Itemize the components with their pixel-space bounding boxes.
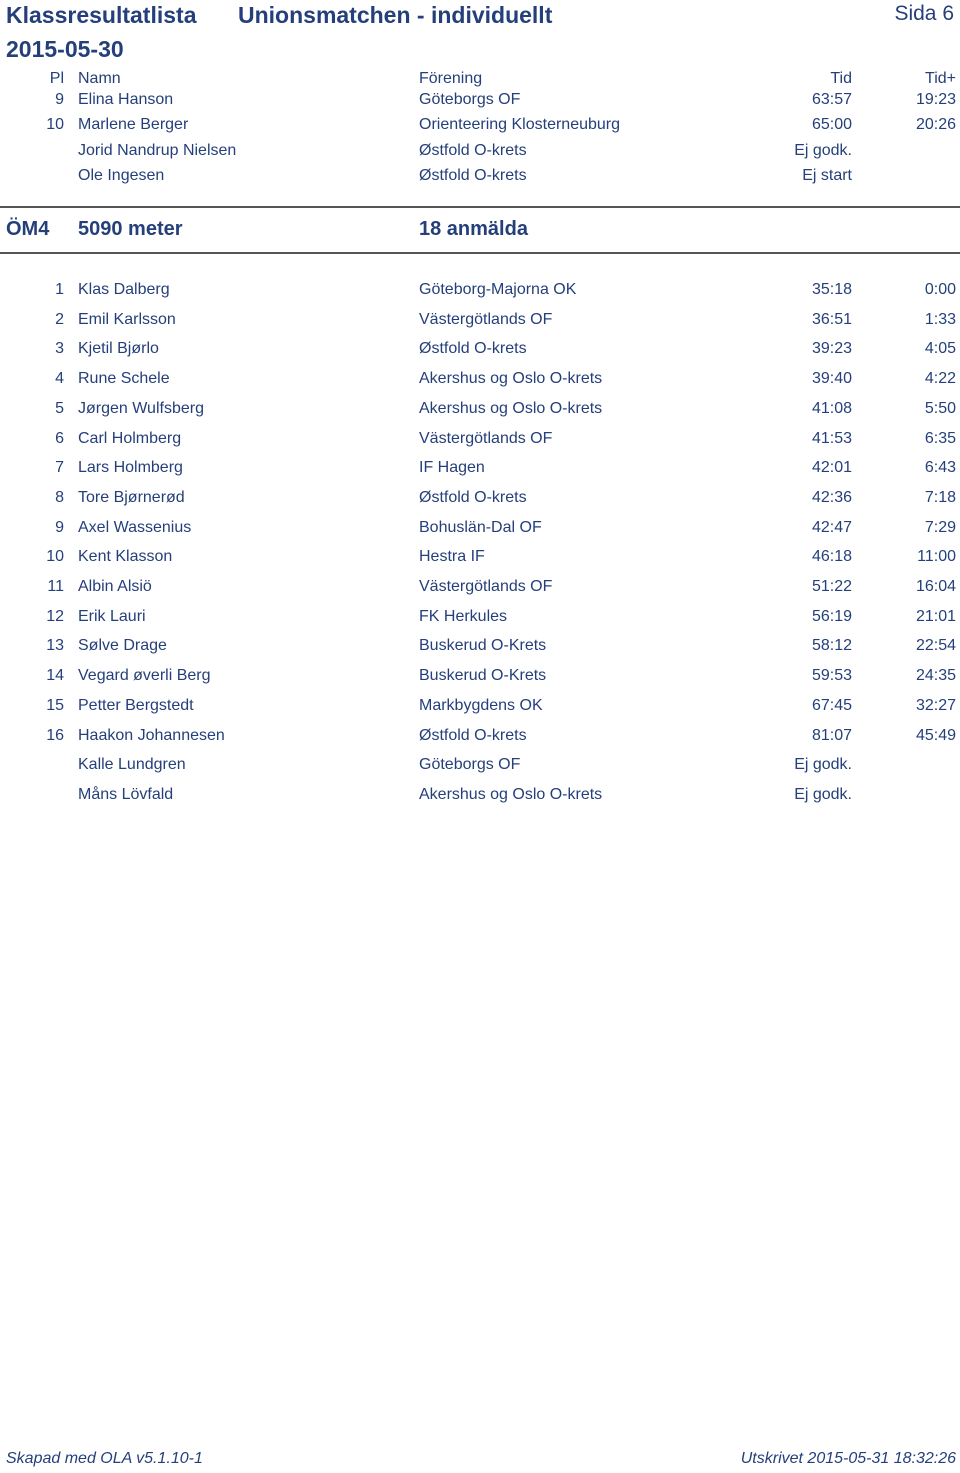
result-row — [0, 116, 960, 138]
placement: 4 — [55, 370, 64, 388]
result-row — [0, 727, 960, 749]
placement: 3 — [55, 340, 64, 358]
runner-name: Jorid Nandrup Nielsen — [78, 141, 237, 159]
runner-name: Albin Alsiö — [78, 578, 152, 595]
club-name: Østfold O-krets — [419, 141, 527, 159]
time-behind: 16:04 — [915, 578, 956, 595]
time-behind: 22:54 — [915, 637, 956, 655]
column-header-time-plus: Tid+ — [925, 70, 956, 87]
club-name: FK Herkules — [419, 607, 508, 625]
runner-name: Klas Dalberg — [78, 281, 170, 298]
club-name: Buskerud O-Krets — [419, 637, 547, 655]
finish-time: 59:53 — [811, 667, 852, 685]
event-date: 2015-05-30 — [6, 36, 124, 62]
placement: 9 — [55, 518, 64, 536]
finish-time: 35:18 — [811, 281, 852, 298]
finish-time: Ej godk. — [794, 756, 852, 774]
time-behind: 0:00 — [924, 281, 956, 298]
finish-time: 39:40 — [811, 370, 852, 388]
runner-name: Vegard øverli Berg — [78, 667, 211, 685]
column-header-name: Namn — [78, 70, 121, 87]
result-row — [0, 400, 960, 422]
finish-time: 46:18 — [811, 548, 852, 566]
runner-name: Rune Schele — [78, 370, 170, 388]
club-name: IF Hagen — [419, 459, 485, 477]
time-behind: 11:00 — [917, 548, 956, 566]
result-row — [0, 142, 960, 164]
placement: 12 — [46, 607, 64, 625]
finish-time: 42:01 — [811, 459, 852, 477]
placement: 11 — [47, 578, 64, 595]
club-name: Østfold O-krets — [419, 726, 527, 744]
class-divider-top — [0, 206, 960, 208]
result-row — [0, 786, 960, 808]
result-row — [0, 489, 960, 511]
time-behind: 24:35 — [915, 667, 956, 685]
runner-name: Jørgen Wulfsberg — [78, 399, 204, 417]
club-name: Akershus og Oslo O-krets — [419, 399, 603, 417]
time-behind: 1:33 — [924, 310, 956, 328]
placement: 10 — [46, 116, 64, 134]
result-row — [0, 548, 960, 570]
column-headers — [0, 70, 960, 90]
page-number: Sida 6 — [894, 2, 954, 25]
time-behind: 7:18 — [924, 488, 956, 506]
time-behind: 19:23 — [915, 91, 956, 108]
finish-time: Ej godk. — [794, 785, 852, 803]
club-name: Østfold O-krets — [419, 488, 527, 506]
finish-time: 42:36 — [811, 488, 852, 506]
placement: 13 — [46, 637, 64, 655]
time-behind: 5:50 — [924, 399, 956, 417]
footer-printed-at: Utskrivet 2015-05-31 18:32:26 — [740, 1450, 956, 1467]
runner-name: Ole Ingesen — [78, 166, 165, 184]
club-name: Västergötlands OF — [419, 310, 553, 328]
finish-time: 56:19 — [811, 607, 852, 625]
time-behind: 45:49 — [915, 726, 956, 744]
finish-time: Ej godk. — [794, 141, 852, 159]
time-behind: 4:22 — [924, 370, 956, 388]
column-header-club: Förening — [419, 70, 483, 87]
time-behind: 6:35 — [924, 429, 956, 447]
class-entries: 18 anmälda — [419, 218, 528, 240]
finish-time: 67:45 — [811, 696, 852, 714]
club-name: Buskerud O-Krets — [419, 667, 547, 685]
result-row — [0, 459, 960, 481]
finish-time: 58:12 — [811, 637, 852, 655]
event-name: Unionsmatchen - individuellt — [238, 2, 553, 28]
result-row — [0, 370, 960, 392]
result-row — [0, 430, 960, 452]
finish-time: 39:23 — [811, 340, 852, 358]
club-name: Hestra IF — [419, 548, 485, 566]
runner-name: Måns Lövfald — [78, 785, 174, 803]
time-behind: 20:26 — [915, 116, 956, 134]
runner-name: Erik Lauri — [78, 607, 146, 625]
time-behind: 21:01 — [915, 607, 956, 625]
column-header-time: Tid — [830, 70, 852, 87]
club-name: Akershus og Oslo O-krets — [419, 370, 603, 388]
time-behind: 7:29 — [924, 518, 956, 536]
runner-name: Tore Bjørnerød — [78, 488, 185, 506]
result-row — [0, 311, 960, 333]
runner-name: Petter Bergstedt — [78, 696, 194, 714]
page-header — [0, 0, 960, 92]
runner-name: Haakon Johannesen — [78, 726, 225, 744]
time-behind: 6:43 — [924, 459, 956, 477]
club-name: Göteborgs OF — [419, 91, 521, 108]
runner-name: Carl Holmberg — [78, 429, 182, 447]
placement: 14 — [46, 667, 64, 685]
placement: 2 — [55, 310, 64, 328]
result-row — [0, 667, 960, 689]
result-row — [0, 167, 960, 189]
club-name: Göteborg-Majorna OK — [419, 281, 577, 298]
column-header-pl: Pl — [49, 70, 64, 87]
result-row — [0, 637, 960, 659]
club-name: Västergötlands OF — [419, 578, 553, 595]
club-name: Bohuslän-Dal OF — [419, 518, 542, 536]
runner-name: Kent Klasson — [78, 548, 173, 566]
class-code: ÖM4 — [6, 218, 50, 240]
placement: 6 — [55, 429, 64, 447]
placement: 10 — [46, 548, 64, 566]
club-name: Göteborgs OF — [419, 756, 521, 774]
finish-time: 81:07 — [811, 726, 852, 744]
placement: 7 — [55, 459, 64, 477]
footer-created-with: Skapad med OLA v5.1.10-1 — [6, 1450, 203, 1467]
placement: 8 — [55, 488, 64, 506]
runner-name: Axel Wassenius — [78, 518, 192, 536]
time-behind: 32:27 — [915, 696, 956, 714]
runner-name: Marlene Berger — [78, 116, 189, 134]
result-row — [0, 578, 960, 600]
placement: 16 — [46, 726, 64, 744]
list-title: Klassresultatlista — [6, 2, 197, 28]
result-row — [0, 340, 960, 362]
runner-name: Lars Holmberg — [78, 459, 183, 477]
result-row — [0, 91, 960, 113]
runner-name: Sølve Drage — [78, 637, 167, 655]
finish-time: 65:00 — [811, 116, 852, 134]
result-row — [0, 519, 960, 541]
club-name: Østfold O-krets — [419, 340, 527, 358]
placement: 9 — [55, 91, 64, 108]
club-name: Orienteering Klosterneuburg — [419, 116, 621, 134]
result-row — [0, 281, 960, 303]
finish-time: Ej start — [802, 166, 852, 184]
runner-name: Elina Hanson — [78, 91, 174, 108]
class-length: 5090 meter — [78, 218, 183, 240]
finish-time: 42:47 — [811, 518, 852, 536]
result-row — [0, 608, 960, 630]
finish-time: 41:53 — [811, 429, 852, 447]
finish-time: 51:22 — [811, 578, 852, 595]
club-name: Markbygdens OK — [419, 696, 543, 714]
class-header — [0, 218, 960, 244]
finish-time: 63:57 — [811, 91, 852, 108]
placement: 15 — [46, 696, 64, 714]
finish-time: 41:08 — [811, 399, 852, 417]
time-behind: 4:05 — [924, 340, 956, 358]
placement: 1 — [55, 281, 64, 298]
result-row — [0, 756, 960, 778]
finish-time: 36:51 — [811, 310, 852, 328]
club-name: Akershus og Oslo O-krets — [419, 785, 603, 803]
club-name: Østfold O-krets — [419, 166, 527, 184]
result-row — [0, 697, 960, 719]
club-name: Västergötlands OF — [419, 429, 553, 447]
runner-name: Emil Karlsson — [78, 310, 176, 328]
runner-name: Kalle Lundgren — [78, 756, 186, 774]
placement: 5 — [55, 399, 64, 417]
runner-name: Kjetil Bjørlo — [78, 340, 159, 358]
class-divider-bottom — [0, 252, 960, 254]
